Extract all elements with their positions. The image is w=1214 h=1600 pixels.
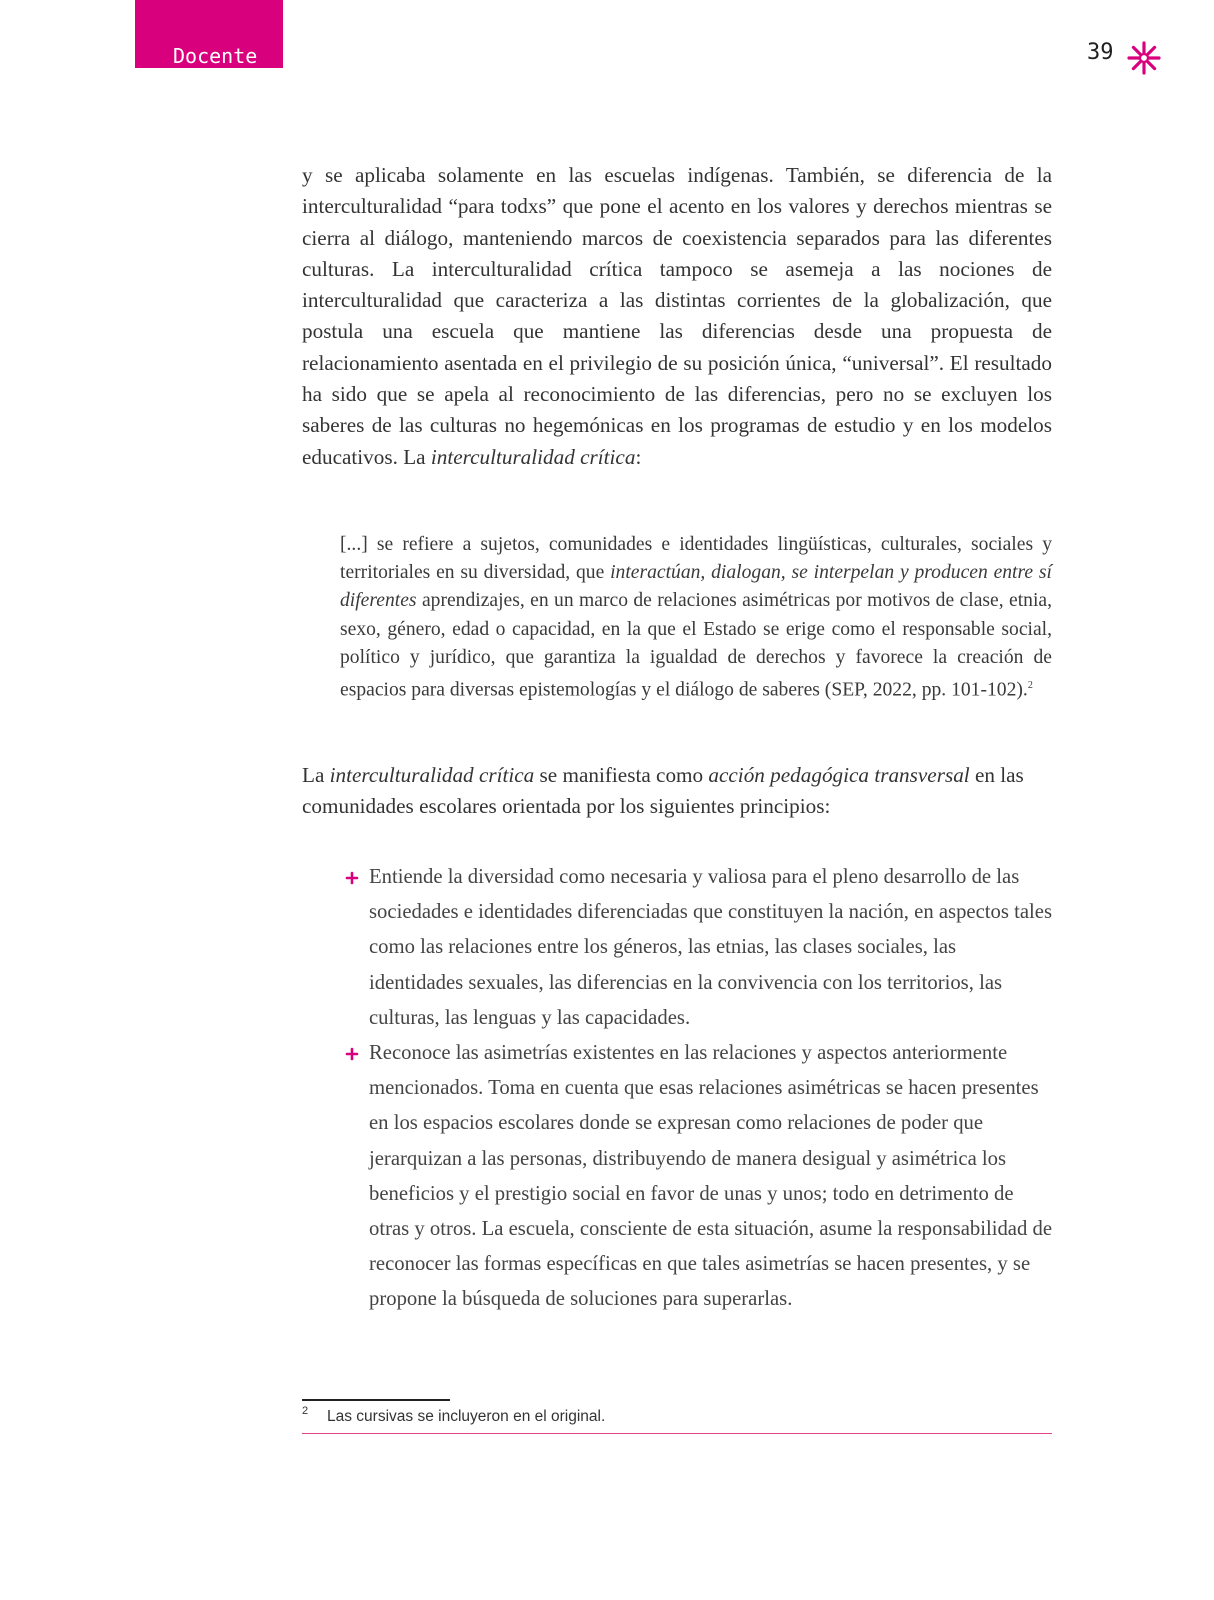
footnote-divider <box>302 1433 1052 1434</box>
text-run: aprendizajes, en un marco de relaciones asimétricas por motivos de clase, etnia, sexo, género, edad o capacidad, en la que el Estado se erige como el responsable social, político y jurídico, que garantiza la igualdad de derechos y favorece la creación de espacios para diversas epistemologías y el diálogo de saberes (SEP, 2022, pp. 101-102). <box>340 590 1052 701</box>
header-tab <box>135 0 283 68</box>
footnote-text: Las cursivas se incluyeron en el original. <box>327 1408 606 1425</box>
body-paragraph-2 <box>302 760 1052 823</box>
header-tab-label: Docente <box>173 44 258 68</box>
text-run: en las comunidades escolares orientada por los siguientes principios: <box>302 763 1024 819</box>
list-item <box>345 1036 1055 1318</box>
list-item-text: Reconoce las asimetrías existentes en las relaciones y aspectos anteriormente mencionados. Toma en cuenta que esas relaciones asimétricas se hacen presentes en los espacios escolares donde se expresan como relaciones de poder que jerarquizan a las personas, distribuyendo de manera desigual y asimétrica los beneficios y el prestigio social en favor de unas y unos; todo en detrimento de otras y otros. La escuela, consciente de esta situación, asume la responsabilidad de reconocer las formas específicas en que tales asimetrías se hacen presentes, y se propone la búsqueda de soluciones para superarlas. <box>369 1042 1053 1311</box>
page-number: 39 <box>1087 40 1114 65</box>
text-run: y se aplicaba solamente en las escuelas indígenas. También, se diferencia de la interculturalidad “para todxs” que pone el acento en los valores y derechos mientras se cierra al diálogo, manteniendo marcos de coexistencia separados para las diferentes culturas. La interculturalidad crítica tampoco se asemeja a las nociones de interculturalidad que caracteriza a las distintas corrientes de la globalización, que postula una escuela que mantiene las diferencias desde una propuesta de relacionamiento asentada en el privilegio de su posición única, “universal”. El resultado ha sido que se apela al reconocimiento de las diferencias, pero no se excluyen los saberes de las culturas no hegemónicas en los programas de estudio y en los modelos educativos. La <box>302 163 1052 469</box>
list-item-text: Entiende la diversidad como necesaria y valiosa para el pleno desarrollo de las sociedades e identidades diferenciadas que constituyen la nación, en aspectos tales como las relaciones entre los géneros, las etnias, las clases sociales, las identidades sexuales, las diferencias en la convivencia con los territorios, las culturas, las lenguas y las capacidades. <box>369 866 1053 1029</box>
pink-cross-bullet-icon <box>345 871 359 885</box>
italic-run: acción pedagógica transversal <box>708 763 970 787</box>
list-item <box>345 860 1055 1036</box>
body-paragraph-1 <box>302 160 1052 473</box>
text-run: : <box>635 444 642 469</box>
text-run: [...] se refiere a sujetos, comunidades e identidades lingüísticas, culturales, sociales y territoriales en su diversidad, que <box>340 534 1052 584</box>
text-run: La <box>302 763 330 787</box>
asterisk-star-icon <box>1126 40 1162 76</box>
footnote-ref: 2 <box>1027 680 1033 692</box>
italic-run: interactúan, dialogan, se interpelan y producen entre sí diferentes <box>340 562 1052 612</box>
block-quote <box>340 531 1052 705</box>
footnote-number: 2 <box>302 1405 309 1417</box>
italic-run: interculturalidad crítica <box>430 444 636 469</box>
italic-run: interculturalidad crítica <box>329 763 535 787</box>
pink-cross-bullet-icon <box>345 1047 359 1061</box>
text-run: se manifiesta como <box>534 763 709 787</box>
principles-list <box>345 860 1055 1318</box>
footnote-rule <box>302 1399 450 1401</box>
